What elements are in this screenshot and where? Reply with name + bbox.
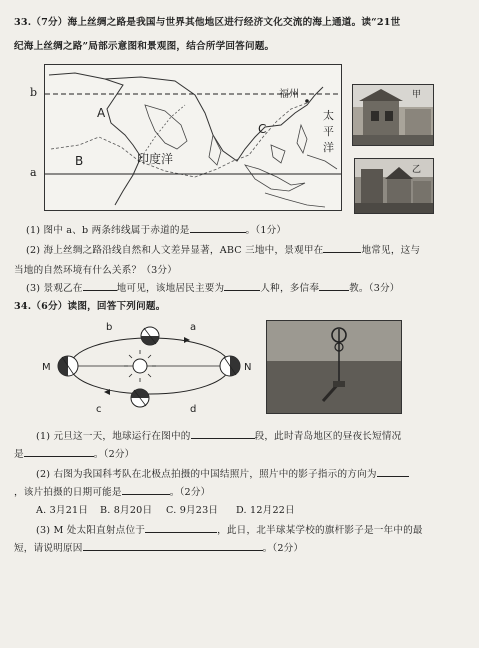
answer-blank-q33-1[interactable] xyxy=(190,223,246,233)
q34-sub2-line2 xyxy=(14,484,210,498)
map-label-fuzhou: 福州 xyxy=(279,89,299,100)
map-label-pacific-1: 太 xyxy=(323,109,334,122)
orbit-label-N: N xyxy=(244,362,252,373)
answer-blank-q33-3b[interactable] xyxy=(224,281,260,291)
earth-M xyxy=(58,356,78,376)
answer-blank-q34-1a[interactable] xyxy=(191,429,255,439)
photo-north-pole-chinese-knot xyxy=(266,320,402,414)
earth-orbit-diagram xyxy=(40,316,260,416)
orbit-label-c: c xyxy=(96,404,102,415)
q34-sub1-text-a: (1) 元旦这一天，地球运行在图中的 xyxy=(36,431,191,442)
q33-sub3 xyxy=(26,280,400,294)
answer-blank-q34-2a[interactable] xyxy=(377,467,409,477)
q33-sub2-line1 xyxy=(26,242,420,256)
option-a[interactable]: A. 3月21日 xyxy=(36,505,89,516)
answer-blank-q33-3c[interactable] xyxy=(319,281,349,291)
map-label-pacific-3: 洋 xyxy=(323,141,334,154)
earth-bottom xyxy=(131,389,149,407)
option-d[interactable]: D. 12月22日 xyxy=(236,505,295,516)
q34-sub1-line1 xyxy=(36,428,401,442)
earth-top xyxy=(141,327,159,345)
q33-line1: 33.（7分）海上丝绸之路是我国与世界其他地区进行经济文化交流的海上通道。读“21世 xyxy=(14,17,401,28)
q33-sub1-score: 。（1分） xyxy=(245,225,287,236)
earth-N xyxy=(220,356,240,376)
q33-line2: 纪海上丝绸之路”局部示意图和景观图，结合所学回答问题。 xyxy=(14,41,275,52)
q34-header: 34.（6分）读图，回答下列问题。 xyxy=(14,301,166,312)
orbit-label-d: d xyxy=(190,404,197,415)
map-label-indian-ocean: 印度洋 xyxy=(137,152,174,166)
photo-landscape-yi xyxy=(354,158,434,214)
q33-sub2-text: (2) 海上丝绸之路沿线自然和人文差异显著，ABC 三地中，景观甲在 xyxy=(26,245,324,256)
q33-sub3-text-c: 人种，多信奉 xyxy=(260,283,320,294)
option-c[interactable]: C. 9月23日 xyxy=(166,505,219,516)
answer-blank-q34-3a[interactable] xyxy=(145,523,217,533)
map-label-C: C xyxy=(258,122,267,136)
fuzhou-marker xyxy=(305,99,309,103)
map-label-B: B xyxy=(75,154,84,168)
answer-blank-q34-1b[interactable] xyxy=(24,447,94,457)
map-label-A: A xyxy=(97,106,106,120)
answer-blank-q34-3b[interactable] xyxy=(83,541,263,551)
orbit-label-a: a xyxy=(190,322,197,333)
map-label-pacific-2: 平 xyxy=(323,125,334,138)
q34-sub3-text-c: 短，请说明原因 xyxy=(14,543,83,554)
q34-sub2-score: 。（2分） xyxy=(169,487,211,498)
answer-blank-q33-3a[interactable] xyxy=(83,281,117,291)
q33-sub3-text-d: 教。（3分） xyxy=(349,283,400,294)
q34-sub1-text-c: 是 xyxy=(14,449,24,460)
q34-sub2-line1 xyxy=(36,466,409,480)
answer-blank-q34-2b[interactable] xyxy=(122,485,170,495)
map-label-a: a xyxy=(30,166,37,179)
q33-sub2-text-b: 地常见，这与 xyxy=(361,245,421,256)
q34-sub2-text-b: ，该片拍摄的日期可能是 xyxy=(14,487,122,498)
q33-sub3-text-a: (3) 景观乙在 xyxy=(26,283,83,294)
map-label-b: b xyxy=(30,86,38,99)
answer-blank-q33-2[interactable] xyxy=(323,243,361,253)
silk-road-map xyxy=(44,64,342,211)
q33-sub1-text: (1) 图中 a、b 两条纬线属于赤道的是 xyxy=(26,225,190,236)
q34-options xyxy=(36,502,295,516)
q33-sub1 xyxy=(26,222,286,236)
q34-sub3-text-a: (3) M 处太阳直射点位于 xyxy=(36,525,146,536)
orbit-label-b: b xyxy=(106,322,113,333)
q34-sub3-line2 xyxy=(14,540,303,554)
photo-label-jia: 甲 xyxy=(412,90,422,100)
q34-sub2-text: (2) 右图为我国科考队在北极点拍摄的中国结照片，照片中的影子指示的方向为 xyxy=(36,469,377,480)
option-b[interactable]: B. 8月20日 xyxy=(100,505,153,516)
q34-sub3-line1 xyxy=(36,522,423,536)
q34-sub1-line2 xyxy=(14,446,134,460)
q33-sub3-text-b: 地可见，该地居民主要为 xyxy=(116,283,225,294)
q34-sub1-score: 。（2分） xyxy=(93,449,135,460)
orbit-label-M: M xyxy=(42,362,51,373)
q34-sub1-text-b: 段，此时青岛地区的昼夜长短情况 xyxy=(254,431,402,442)
q34-sub3-score: 。（2分） xyxy=(262,543,304,554)
q33-sub2-line2: 当地的自然环境有什么关系？（3分） xyxy=(14,265,178,276)
photo-landscape-jia xyxy=(352,84,434,146)
q34-sub3-text-b: ，此日，北半球某学校的旗杆影子是一年中的最 xyxy=(217,525,423,536)
photo-label-yi: 乙 xyxy=(412,165,422,175)
